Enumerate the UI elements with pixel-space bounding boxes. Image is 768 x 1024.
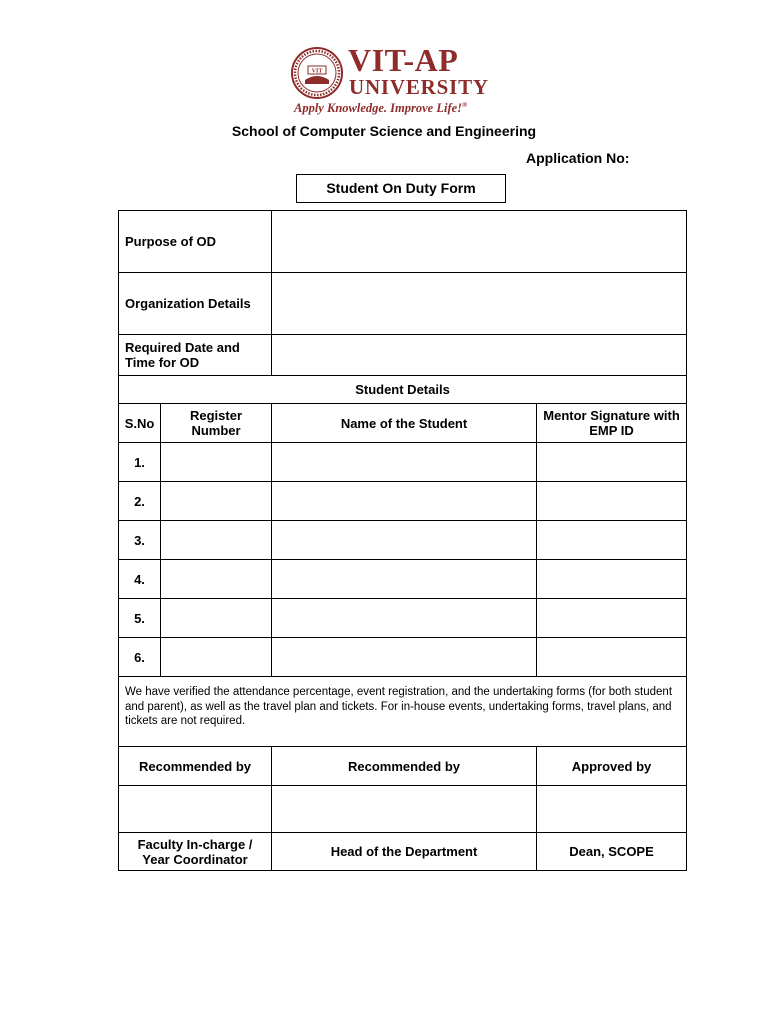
register-number-cell[interactable] <box>161 599 272 638</box>
purpose-label: Purpose of OD <box>119 211 272 273</box>
mentor-signature-cell[interactable] <box>537 521 687 560</box>
student-name-cell[interactable] <box>272 638 537 677</box>
mentor-signature-cell[interactable] <box>537 638 687 677</box>
logo-wordmark: VIT-AP <box>348 42 459 78</box>
purpose-input[interactable] <box>272 211 687 273</box>
row-number: 3. <box>119 521 161 560</box>
dean-signature-box[interactable] <box>537 786 687 833</box>
register-number-cell[interactable] <box>161 638 272 677</box>
register-number-cell[interactable] <box>161 482 272 521</box>
row-number: 4. <box>119 560 161 599</box>
recommended-by-faculty-heading: Recommended by <box>119 747 272 786</box>
logo-tagline: Apply Knowledge. Improve Life!® <box>294 101 468 116</box>
date-time-row <box>119 335 687 376</box>
col-sno: S.No <box>119 404 161 443</box>
seal-text: VIT <box>311 68 323 75</box>
col-mentor-signature: Mentor Signature with EMP ID <box>537 404 687 443</box>
mentor-signature-cell[interactable] <box>537 599 687 638</box>
student-row <box>119 521 687 560</box>
row-number: 6. <box>119 638 161 677</box>
register-number-cell[interactable] <box>161 560 272 599</box>
date-time-label: Required Date and Time for OD <box>119 335 272 376</box>
student-row <box>119 599 687 638</box>
student-name-cell[interactable] <box>272 599 537 638</box>
student-name-cell[interactable] <box>272 521 537 560</box>
organization-label: Organization Details <box>119 273 272 335</box>
purpose-row <box>119 211 687 273</box>
logo-university: UNIVERSITY <box>349 75 489 99</box>
application-no-label: Application No: <box>526 150 630 166</box>
row-number: 2. <box>119 482 161 521</box>
dean-role: Dean, SCOPE <box>537 833 687 871</box>
mentor-signature-cell[interactable] <box>537 482 687 521</box>
university-seal-icon <box>290 46 344 100</box>
verification-note: We have verified the attendance percentage, event registration, and the undertaking forms (for both student and parent), as well as the travel plan and tickets. For in-house events, undertaking forms, travel plans, and tickets are not required. <box>119 677 687 747</box>
student-name-cell[interactable] <box>272 443 537 482</box>
student-name-cell[interactable] <box>272 482 537 521</box>
faculty-signature-box[interactable] <box>119 786 272 833</box>
recommended-by-hod-heading: Recommended by <box>272 747 537 786</box>
student-table-header <box>119 404 687 443</box>
register-number-cell[interactable] <box>161 521 272 560</box>
row-number: 5. <box>119 599 161 638</box>
student-row <box>119 482 687 521</box>
hod-signature-box[interactable] <box>272 786 537 833</box>
signature-role-row <box>119 833 687 871</box>
faculty-incharge-role: Faculty In-charge / Year Coordinator <box>119 833 272 871</box>
signature-header-row <box>119 747 687 786</box>
register-number-cell[interactable] <box>161 443 272 482</box>
signature-space-row <box>119 786 687 833</box>
row-number: 1. <box>119 443 161 482</box>
form-title: Student On Duty Form <box>296 174 506 203</box>
organization-input[interactable] <box>272 273 687 335</box>
date-time-input[interactable] <box>272 335 687 376</box>
hod-role: Head of the Department <box>272 833 537 871</box>
od-form-table <box>118 210 687 871</box>
student-row <box>119 560 687 599</box>
school-name: School of Computer Science and Engineering <box>231 123 537 139</box>
student-row <box>119 443 687 482</box>
approved-by-heading: Approved by <box>537 747 687 786</box>
mentor-signature-cell[interactable] <box>537 560 687 599</box>
mentor-signature-cell[interactable] <box>537 443 687 482</box>
col-register-number: Register Number <box>161 404 272 443</box>
organization-row <box>119 273 687 335</box>
col-student-name: Name of the Student <box>272 404 537 443</box>
student-row <box>119 638 687 677</box>
student-name-cell[interactable] <box>272 560 537 599</box>
university-logo <box>290 42 489 116</box>
student-details-heading: Student Details <box>119 376 687 404</box>
